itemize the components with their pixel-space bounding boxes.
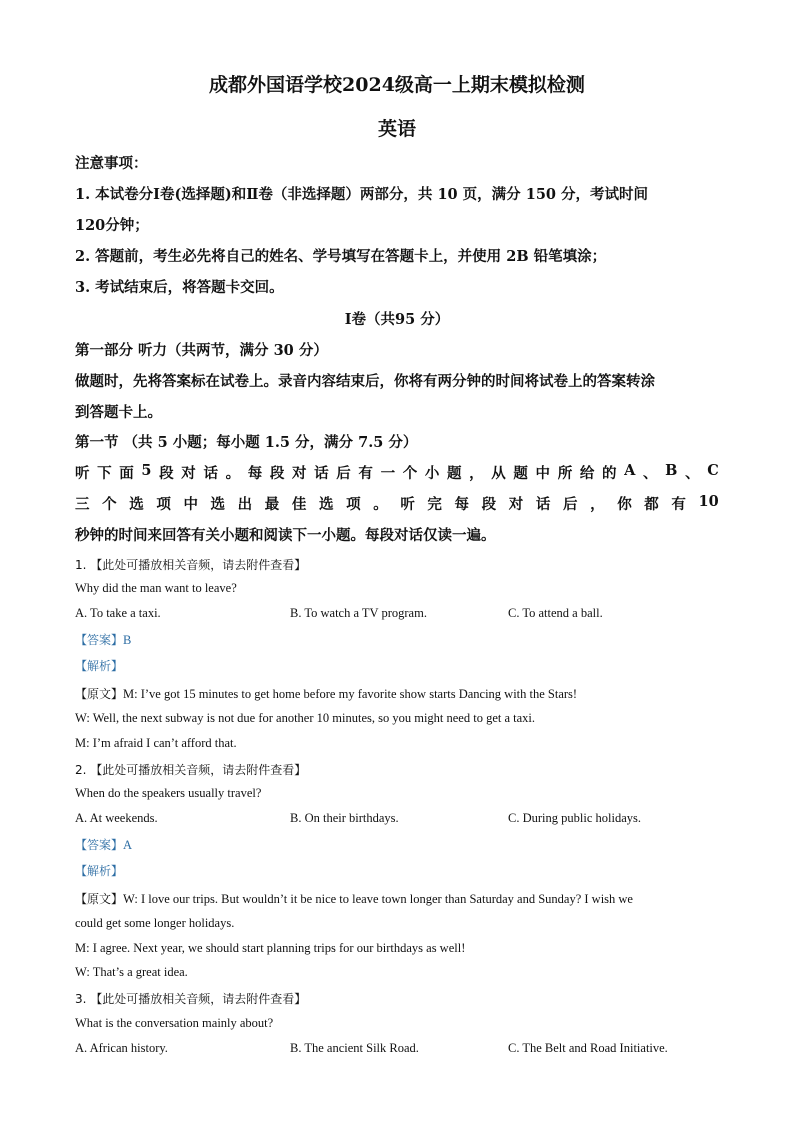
notice-heading: 注意事项： bbox=[75, 155, 148, 172]
directions-char: 对 bbox=[292, 465, 307, 482]
question-1-transcript-3: M: I’m afraid I can’t afford that. bbox=[75, 736, 237, 750]
directions-char: 的 bbox=[601, 465, 617, 482]
directions-char: 有 bbox=[671, 496, 686, 513]
directions-char: 。 bbox=[225, 465, 241, 482]
directions-char: 从 bbox=[491, 465, 506, 482]
section-title: 第一部分 听力（共两节，满分 30 分） bbox=[75, 342, 328, 359]
question-3-option-c[interactable]: C. The Belt and Road Initiative. bbox=[508, 1041, 668, 1055]
directions-char: 后 bbox=[336, 465, 351, 482]
question-2-transcript-3: M: I agree. Next year, we should start planning trips for our birthdays as well! bbox=[75, 941, 466, 955]
instruction-line-1: 做题时，先将答案标在试卷上。录音内容结束后，你将有两分钟的时间将试卷上的答案转涂 bbox=[75, 373, 655, 390]
directions-char: 题 bbox=[513, 465, 528, 482]
directions-line-2 bbox=[75, 493, 719, 514]
directions-char: 面 bbox=[119, 465, 134, 482]
instruction-line-2: 到答题卡上。 bbox=[75, 404, 162, 421]
directions-char: 选 bbox=[129, 496, 144, 513]
question-2-transcript-2: could get some longer holidays. bbox=[75, 916, 235, 930]
directions-char: 项 bbox=[346, 496, 361, 513]
directions-char: C bbox=[707, 462, 719, 479]
question-2-stem: When do the speakers usually travel? bbox=[75, 786, 262, 800]
exam-title: 成都外国语学校2024级高一上期末模拟检测 bbox=[209, 74, 585, 96]
question-2-answer: 【答案】A bbox=[75, 838, 133, 852]
directions-char: 5 bbox=[141, 462, 152, 479]
directions-char: 话 bbox=[535, 496, 551, 513]
subject-title: 英语 bbox=[377, 118, 416, 140]
question-1-option-c[interactable]: C. To attend a ball. bbox=[508, 606, 603, 620]
directions-char: 有 bbox=[358, 465, 373, 482]
question-2-header: 2. 【此处可播放相关音频，请去附件查看】 bbox=[75, 763, 307, 777]
directions-char: 个 bbox=[402, 465, 418, 482]
question-2-option-c[interactable]: C. During public holidays. bbox=[508, 811, 641, 825]
directions-char: 都 bbox=[644, 496, 659, 513]
directions-char: 选 bbox=[318, 496, 334, 513]
directions-char: 每 bbox=[247, 465, 263, 482]
directions-char: 完 bbox=[427, 496, 442, 513]
directions-char: 给 bbox=[579, 465, 595, 482]
directions-char: 、 bbox=[643, 465, 658, 482]
question-3-option-a[interactable]: A. African history. bbox=[75, 1041, 168, 1055]
question-3-option-b[interactable]: B. The ancient Silk Road. bbox=[290, 1041, 419, 1055]
question-2-transcript-1: 【原文】W: I love our trips. But wouldn’t it be nice to leave town longer than Saturday and Sunday? I wish we bbox=[75, 892, 633, 906]
question-2-option-a[interactable]: A. At weekends. bbox=[75, 811, 158, 825]
directions-char: 所 bbox=[557, 465, 573, 482]
directions-line-1 bbox=[75, 462, 719, 483]
directions-char: 对 bbox=[508, 496, 524, 513]
directions-char: 话 bbox=[203, 465, 218, 482]
directions-char: 后 bbox=[562, 496, 578, 513]
directions-char: 每 bbox=[454, 496, 470, 513]
question-1-header: 1. 【此处可播放相关音频，请去附件查看】 bbox=[75, 558, 307, 572]
question-3-header: 3. 【此处可播放相关音频，请去附件查看】 bbox=[75, 992, 307, 1006]
notice-item-1-cont: 120分钟； bbox=[75, 217, 149, 234]
directions-char: 段 bbox=[269, 465, 285, 482]
directions-char: 项 bbox=[156, 496, 171, 513]
directions-char: 听 bbox=[400, 496, 415, 513]
question-2-analysis-tag: 【解析】 bbox=[75, 864, 124, 878]
directions-line-3: 秒钟的时间来回答有关小题和阅读下一小题。每段对话仅读一遍。 bbox=[75, 527, 496, 544]
subsection-title: 第一节 （共 5 小题；每小题 1.5 分，满分 7.5 分） bbox=[75, 434, 418, 451]
notice-item-1: 1. 本试卷分Ⅰ卷(选择题)和Ⅱ卷（非选择题）两部分，共 10 页，满分 150 分，考试时间 bbox=[75, 186, 649, 203]
directions-char: 佳 bbox=[291, 496, 307, 513]
question-1-option-b[interactable]: B. To watch a TV program. bbox=[290, 606, 427, 620]
question-1-answer: 【答案】B bbox=[75, 633, 132, 647]
directions-char: 中 bbox=[183, 496, 198, 513]
directions-char: 段 bbox=[159, 465, 174, 482]
directions-char: 出 bbox=[237, 496, 253, 513]
directions-char: 最 bbox=[264, 496, 280, 513]
directions-char: 三 bbox=[75, 496, 90, 513]
directions-char: 你 bbox=[617, 496, 632, 513]
question-1-transcript-2: W: Well, the next subway is not due for another 10 minutes, so you might need to get a taxi. bbox=[75, 711, 536, 725]
directions-char: 题 bbox=[446, 465, 462, 482]
directions-char: 选 bbox=[210, 496, 226, 513]
directions-char: 中 bbox=[535, 465, 551, 482]
question-1-option-a[interactable]: A. To take a taxi. bbox=[75, 606, 161, 620]
directions-char: 下 bbox=[97, 465, 112, 482]
directions-char: 话 bbox=[314, 465, 329, 482]
directions-char: 听 bbox=[75, 465, 90, 482]
directions-char: B bbox=[665, 462, 678, 479]
directions-char: 10 bbox=[698, 493, 719, 510]
question-2-transcript-4: W: That’s a great idea. bbox=[75, 965, 188, 979]
notice-item-2: 2. 答题前，考生必先将自己的姓名、学号填写在答题卡上，并使用 2B 铅笔填涂； bbox=[75, 248, 607, 265]
directions-char: 个 bbox=[102, 496, 117, 513]
notice-item-3: 3. 考试结束后，将答题卡交回。 bbox=[75, 279, 284, 296]
question-2-option-b[interactable]: B. On their birthdays. bbox=[290, 811, 399, 825]
question-1-stem: Why did the man want to leave? bbox=[75, 581, 237, 595]
question-1-transcript-1: 【原文】M: I’ve got 15 minutes to get home before my favorite show starts Dancing with the Stars! bbox=[75, 687, 578, 701]
directions-char: ， bbox=[590, 496, 605, 513]
volume-title: Ⅰ卷（共95 分） bbox=[344, 311, 450, 328]
directions-char: A bbox=[624, 462, 636, 479]
directions-char: 小 bbox=[424, 465, 440, 482]
directions-char: 一 bbox=[380, 465, 396, 482]
directions-char: 。 bbox=[373, 496, 388, 513]
question-3-stem: What is the conversation mainly about? bbox=[75, 1016, 274, 1030]
directions-char: 段 bbox=[481, 496, 497, 513]
directions-char: 、 bbox=[685, 465, 700, 482]
question-1-analysis-tag: 【解析】 bbox=[75, 659, 124, 673]
directions-char: 对 bbox=[181, 465, 196, 482]
directions-char: ， bbox=[469, 465, 484, 482]
